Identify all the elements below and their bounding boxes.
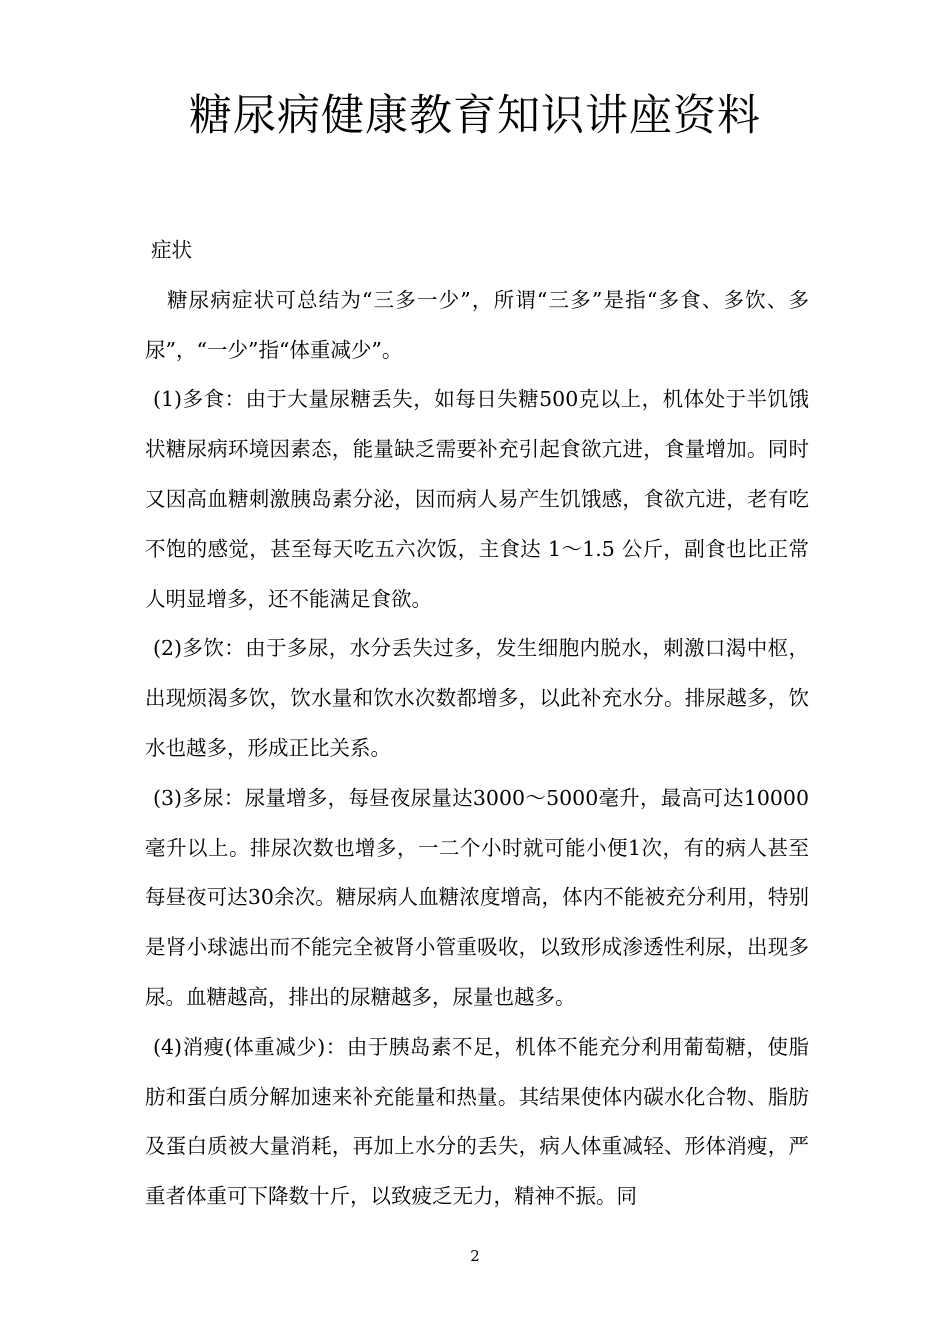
paragraph-polydipsia: (2)多饮：由于多尿，水分丢失过多，发生细胞内脱水，刺激口渴中枢，出现烦渴多饮，饮水量和饮水次数都增多，以此补充水分。排尿越多，饮水也越多，形成正比关系。 — [145, 636, 809, 760]
paragraph-polyuria: (3)多尿：尿量增多，每昼夜尿量达3000～5000毫升，最高可达10000毫升以上。排尿次数也增多，一二个小时就可能小便1次，有的病人甚至每昼夜可达30余次。糖尿病人血糖浓度增高，体内不能被充分利用，特别是肾小球滤出而不能完全被肾小管重吸收，以致形成渗透性利尿，出现多尿。血糖越高，排出的尿糖越多，尿量也越多。 — [145, 785, 809, 1009]
document-body — [145, 226, 809, 1222]
paragraph-weight-loss: (4)消瘦(体重减少)：由于胰岛素不足，机体不能充分利用葡萄糖，使脂肪和蛋白质分解加速来补充能量和热量。其结果使体内碳水化合物、脂肪及蛋白质被大量消耗，再加上水分的丢失，病人体重减轻、形体消瘦，严重者体重可下降数十斤，以致疲乏无力，精神不振。同 — [145, 1034, 809, 1209]
paragraph-polyphagia: (1)多食：由于大量尿糖丢失，如每日失糖500克以上，机体处于半饥饿状糖尿病环境因素态，能量缺乏需要补充引起食欲亢进，食量增加。同时又因高血糖刺激胰岛素分泌，因而病人易产生饥饿感，食欲亢进，老有吃不饱的感觉，甚至每天吃五六次饭，主食达 1～1.5 公斤，副食也比正常人明显增多，还不能满足食欲。 — [145, 387, 809, 611]
page-title: 糖尿病健康教育知识讲座资料 — [189, 91, 761, 141]
page-number: 2 — [470, 1247, 480, 1265]
section-heading: 症状 — [151, 238, 192, 262]
paragraph-intro: 糖尿病症状可总结为“三多一少”，所谓“三多”是指“多食、多饮、多尿”，“一少”指“体重减少”。 — [145, 287, 809, 362]
